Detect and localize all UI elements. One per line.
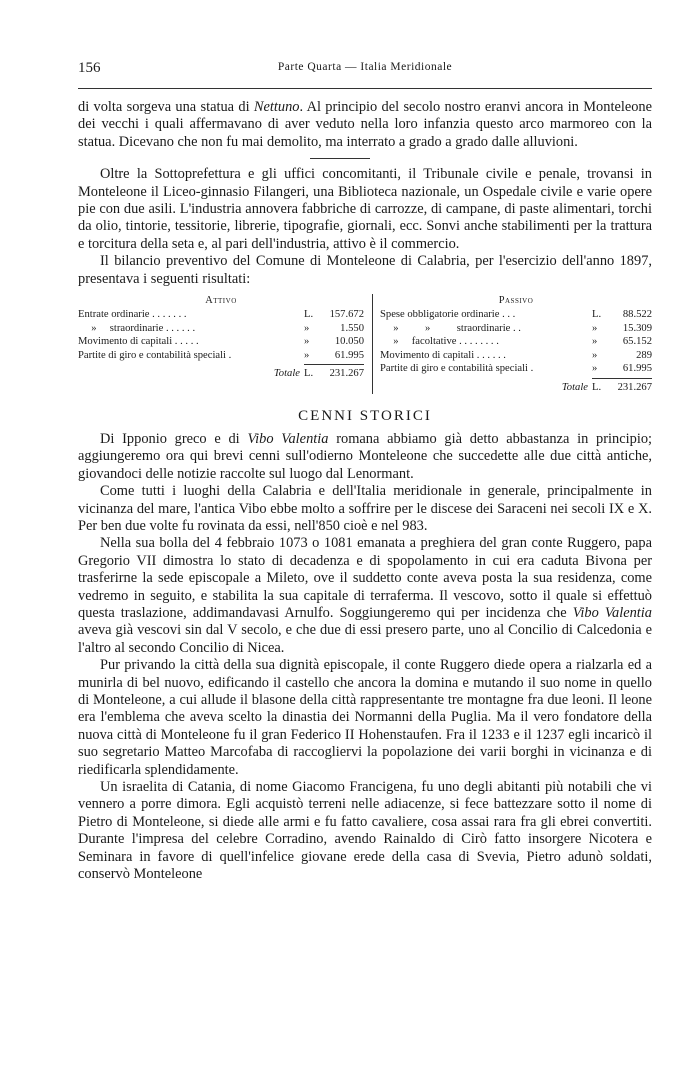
passivo-row-label: Spese obbligatorie ordinarie . . .	[380, 309, 516, 321]
passivo-row-value: 65.152	[622, 336, 652, 348]
passivo-row	[380, 362, 652, 375]
paragraph-4: Di Ipponio greco e di Vibo Valentia romana abbiamo già detto abbastanza in principio; aggiungeremo ora qui brevi cenni sull'odierno Monteleone che succedette alle due città antiche, giovandoci delle notizie raccolte sul luogo dal Lenormant.	[78, 430, 653, 482]
attivo-row-currency: L.	[304, 309, 314, 321]
attivo-row	[78, 308, 364, 321]
passivo-heading: Passivo	[498, 295, 534, 307]
passivo-row	[380, 349, 652, 362]
attivo-total: Totale L. 231.267	[273, 368, 364, 380]
paragraph-3: Il bilancio preventivo del Comune di Monteleone di Calabria, per l'esercizio dell'anno 1897, presentava i seguenti risultati:	[78, 253, 652, 287]
attivo-total-rule	[304, 364, 364, 365]
paragraph-8: Un israelita di Catania, di nome Giacomo Francigena, fu uno degli abitanti più notabili che vi vennero a porre dimora. Egli acquistò terreni nelle adiacenze, si fece battezzare sotto il nome di Pietro di Monteleone, si diede alle armi e fu fatto cavaliere, cosa assai rara fra gli ebrei convertiti. Durante l'impresa del celebre Corradino, avendo Rainaldo di Cirò fatto insorgere Nicotera e Seminara in favore di quell'infelice giovane erede della casa di Svevia, Pietro adunò soldati, conservò Monteleone	[78, 779, 652, 883]
passivo-row	[380, 335, 652, 348]
attivo-row	[78, 322, 364, 335]
section-divider	[310, 158, 370, 159]
attivo-row	[78, 335, 364, 348]
attivo-row-currency: »	[304, 322, 310, 334]
passivo-column	[373, 294, 652, 394]
passivo-row-currency: »	[592, 336, 598, 348]
attivo-row-label: » straordinarie . . . . . .	[78, 322, 196, 334]
passivo-row-currency: »	[592, 349, 598, 361]
passivo-row-label: » facoltative . . . . . . . .	[380, 336, 499, 348]
passivo-row-label: » » straordinarie . .	[380, 322, 521, 334]
passivo-row-value: 88.522	[622, 309, 652, 321]
passivo-row-value: 61.995	[622, 363, 652, 375]
paragraph-5: Come tutti i luoghi della Calabria e dell'Italia meridionale in generale, principalmente in vicinanza del mare, l'antica Vibo ebbe molto a soffrire per le discese dei Saraceni nei secoli IX e X. Per ben due volte fu rovinata da essi, nell'850 cioè e nel 983.	[78, 483, 652, 534]
paragraph-7: Pur privando la città della sua dignità episcopale, il conte Ruggero diede opera a rialzarla ed a munirla di bel nuovo, edificando il castello che ancora la domina e mutando il suo nome in quello di Monteleone, a cui allude il blasone della città rappresentante tre montagne fra due leoni. Il leone era l'emblema che aveva scelto la dinastia dei Normanni della Puglia. Ma il vero fondatore della nuova città di Monteleone fu il gran Federico II Hohenstaufen. Fra il 1233 e il 1237 egli incaricò il suo segretario Matteo Marcofaba di raccogliervi la popolazione dei varii borghi in vicinanza e di riedificarla splendidamente.	[78, 657, 652, 778]
page-header	[78, 60, 652, 78]
section-title: CENNI STORICI	[298, 407, 432, 424]
passivo-row-value: 289	[636, 349, 652, 361]
attivo-row-value: 61.995	[334, 349, 364, 361]
attivo-row-currency: »	[304, 336, 310, 348]
attivo-row-currency: »	[304, 349, 310, 361]
paragraph-1: di volta sorgeva una statua di Nettuno. Al principio del secolo nostro eranvi ancora in Monteleone dei vecchi i quali affermavano di aver veduto nella loro infanzia questo arco marmoreo con la statua. Dicevano che non fu mai demolito, ma interrato a grado a grado dalle alluvioni.	[78, 99, 652, 150]
attivo-row-value: 1.550	[340, 322, 364, 334]
passivo-row-value: 15.309	[622, 322, 652, 334]
attivo-row-value: 157.672	[329, 309, 364, 321]
balance-table	[78, 294, 652, 394]
document-page	[78, 60, 652, 883]
passivo-row-currency: »	[592, 322, 598, 334]
paragraph-2: Oltre la Sottoprefettura e gli uffici concomitanti, il Tribunale civile e penale, trovansi in Monteleone il Liceo-ginnasio Filangeri, una Biblioteca nazionale, un Ospedale civile e varie opere pie con due asili. L'industria annovera fabbriche di carrozze, di campane, di paste alimentari, torchi da olio, tintorie, tessitorie, librerie, tipografie, giornali, ecc. Sonvi anche stabilimenti per la trattura e torcitura della seta e, al pari dell'industria, attivo è il commercio.	[78, 166, 652, 252]
paragraph-6: Nella sua bolla del 4 febbraio 1073 o 1081 emanata a preghiera del gran conte Ruggero, papa Gregorio VII dimostra lo stato di decadenza e di spopolamento in cui era caduta Bivona per trasferirne la sede episcopale a Mileto, ove il suddetto conte aveva posta la sua residenza, come vedremo in seguito, e stabilita la sua capitale di terraferma. Il vescovo, sotto il quale si effettuò questa traslazione, addimandavasi Arnulfo. Soggiungeremo qui per incidenza che Vibo Valentia aveva già vescovi sin dal V secolo, e che due di essi presero parte, uno al Concilio di Calcedonia e l'altro al secondo Concilio di Nicea.	[78, 535, 652, 656]
attivo-row	[78, 349, 364, 362]
attivo-row-label: Entrate ordinarie . . . . . . .	[78, 309, 187, 321]
passivo-total-rule	[592, 378, 652, 379]
attivo-row-label: Partite di giro e contabilità speciali .	[78, 349, 232, 361]
passivo-row	[380, 322, 652, 335]
attivo-row-value: 10.050	[334, 336, 364, 348]
passivo-row-currency: »	[592, 363, 598, 375]
page-number: 156	[78, 60, 101, 76]
passivo-total: Totale L. 231.267	[561, 381, 652, 393]
passivo-row	[380, 308, 652, 321]
attivo-column	[78, 294, 373, 394]
passivo-row-label: Partite di giro e contabilità speciali .	[380, 363, 534, 375]
running-title: Parte Quarta — Italia Meridionale	[277, 61, 453, 73]
attivo-row-label: Movimento di capitali . . . . .	[78, 336, 199, 348]
header-rule	[78, 88, 652, 89]
passivo-row-label: Movimento di capitali . . . . . .	[380, 349, 506, 361]
attivo-heading: Attivo	[205, 295, 237, 307]
passivo-row-currency: L.	[592, 309, 602, 321]
